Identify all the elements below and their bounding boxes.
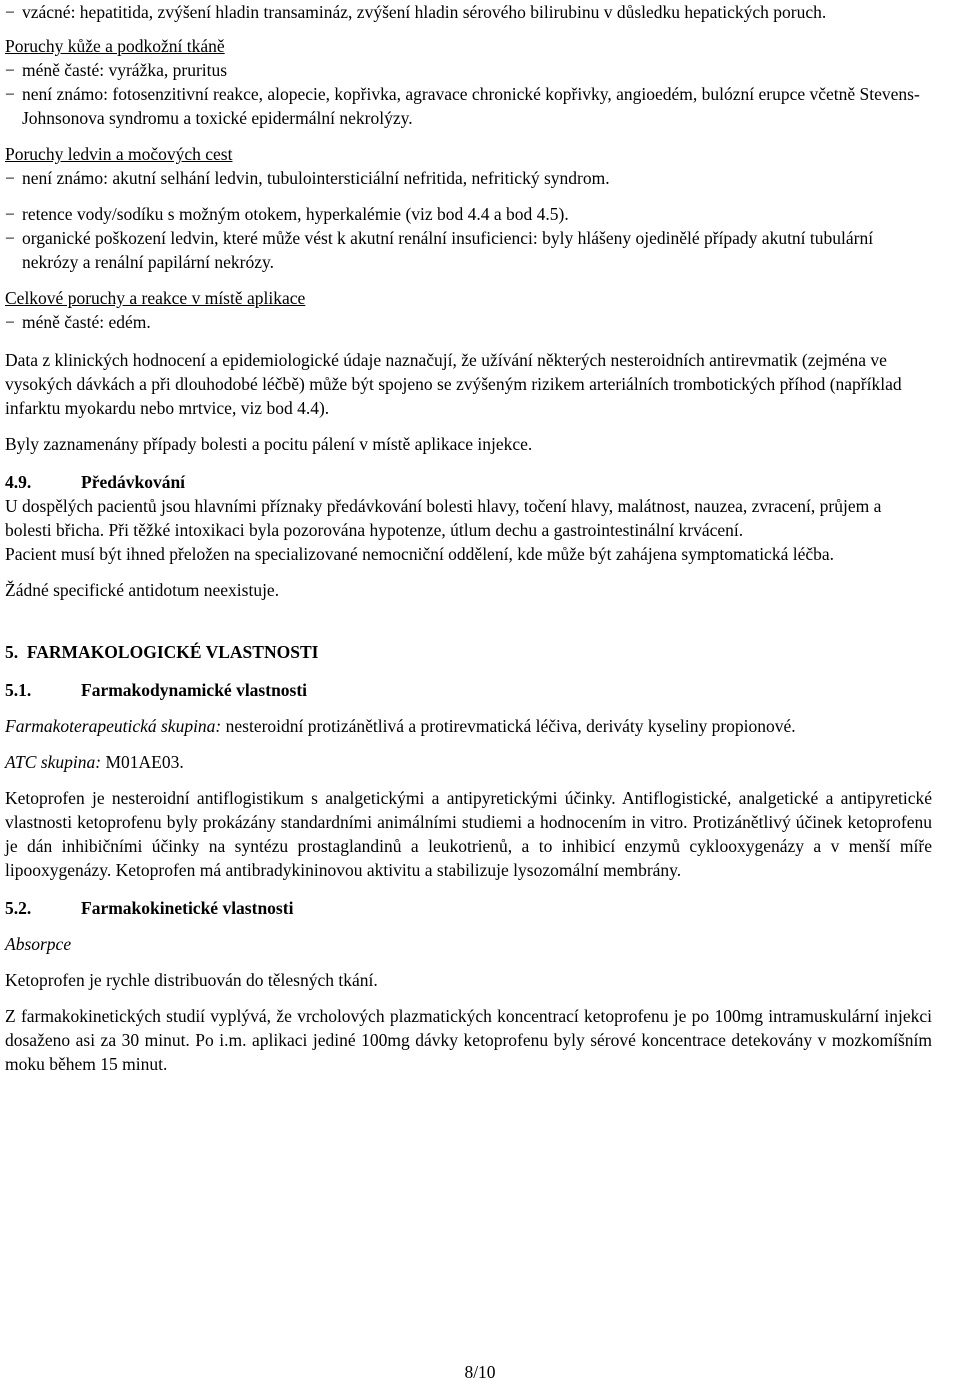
renal-item-2: − retence vody/sodíku s možným otokem, hyperkalémie (viz bod 4.4 a bod 4.5).	[5, 202, 932, 226]
general-item: − méně časté: edém.	[5, 310, 932, 334]
hepatic-tail-item: − vzácné: hepatitida, zvýšení hladin transamináz, zvýšení hladin sérového bilirubinu v důsledku hepatických poruch.	[5, 0, 932, 24]
pharmacodynamics-title: Farmakodynamické vlastnosti	[81, 680, 308, 700]
atc-group	[5, 750, 932, 774]
overdose-paragraph-2: Pacient musí být ihned přeložen na specializované nemocniční oddělení, kde může být zahájena symptomatická léčba.	[5, 544, 835, 564]
atc-label: ATC skupina:	[5, 752, 102, 772]
overdose-paragraph-1: U dospělých pacientů jsou hlavními příznaky předávkování bolesti hlavy, točení hlavy, malátnost, nauzea, zvracení, průjem a bolesti břicha. Při těžké intoxikaci byla pozorována hypotenze, útlum dechu a gastrointestinální krvácení.	[5, 496, 882, 540]
pain-cases-paragraph: Byly zaznamenány případy bolesti a pocitu pálení v místě aplikace injekce.	[5, 434, 533, 454]
overdose-paragraph-3: Žádné specifické antidotum neexistuje.	[5, 580, 280, 600]
absorption-heading: Absorpce	[5, 934, 72, 954]
clinical-data-paragraph: Data z klinických hodnocení a epidemiologické údaje naznačují, že užívání některých nesteroidních antirevmatik (zejména ve vysokých dávkách a při dlouhodobé léčbě) může být spojeno se zvýšeným rizikem arteriálních trombotických příhod (například infarktu myokardu nebo mrtvice, viz bod 4.4).	[5, 350, 902, 418]
skin-item-1: − méně časté: vyrážka, pruritus	[5, 58, 932, 82]
pharmacokinetics-heading	[5, 896, 932, 920]
pharmacotherapeutic-group	[5, 714, 932, 738]
pharmacokinetics-paragraph-1: Ketoprofen je rychle distribuován do tělesných tkání.	[5, 970, 378, 990]
overdose-title: Předávkování	[81, 472, 186, 492]
pharmacodynamics-body: Ketoprofen je nesteroidní antiflogistikum s analgetickými a antipyretickými účinky. Antiflogistické, analgetické a antipyretické vlastnosti ketoprofenu byly prokázány standardními animálními studiemi a hodnocením in vitro. Protizánětlivý účinek ketoprofenu je dán inhibičními účinky na syntézu prostaglandinů a leukotrienů, a to inhibicí enzymů cyklooxygenázy a v menší míře lipooxygenázy. Ketoprofen má antibradykininovou aktivitu a stabilizuje lysozomální membrány.	[5, 788, 932, 880]
page-number: 8/10	[464, 1362, 496, 1382]
atc-text: M01AE03.	[101, 752, 184, 772]
document-page	[5, 0, 932, 1076]
pharmacodynamics-heading	[5, 678, 932, 702]
skin-item-2: − není známo: fotosenzitivní reakce, alopecie, kopřivka, agravace chronické kopřivky, angioedém, bulózní erupce včetně Stevens-Johnsonova syndromu a toxické epidermální nekrolýzy.	[5, 82, 932, 130]
pharmacokinetics-number: 5.2.	[5, 898, 32, 918]
overdose-heading	[5, 470, 932, 494]
general-heading: Celkové poruchy a reakce v místě aplikace	[5, 288, 306, 308]
pharmacodynamics-number: 5.1.	[5, 680, 32, 700]
group-text: nesteroidní protizánětlivá a protirevmatická léčiva, deriváty kyseliny propionové.	[221, 716, 796, 736]
skin-heading: Poruchy kůže a podkožní tkáně	[5, 36, 225, 56]
renal-heading: Poruchy ledvin a močových cest	[5, 144, 233, 164]
overdose-number: 4.9.	[5, 472, 32, 492]
renal-item-3: − organické poškození ledvin, které může vést k akutní renální insuficienci: byly hlášeny ojedinělé případy akutní tubulární nekrózy a renální papilární nekrózy.	[5, 226, 932, 274]
section5-title: 5. FARMAKOLOGICKÉ VLASTNOSTI	[5, 642, 319, 662]
pharmacokinetics-paragraph-2: Z farmakokinetických studií vyplývá, že vrcholových plazmatických koncentrací ketoprofenu je po 100mg intramuskulární injekci dosaženo asi za 30 minut. Po i.m. aplikaci jediné 100mg dávky ketoprofenu byly sérové koncentrace detekovány v mozkomíšním moku během 15 minut.	[5, 1006, 932, 1074]
renal-item-1: − není známo: akutní selhání ledvin, tubulointersticiální nefritida, nefritický syndrom.	[5, 166, 932, 190]
group-label: Farmakoterapeutická skupina:	[5, 716, 222, 736]
pharmacokinetics-title: Farmakokinetické vlastnosti	[81, 898, 294, 918]
